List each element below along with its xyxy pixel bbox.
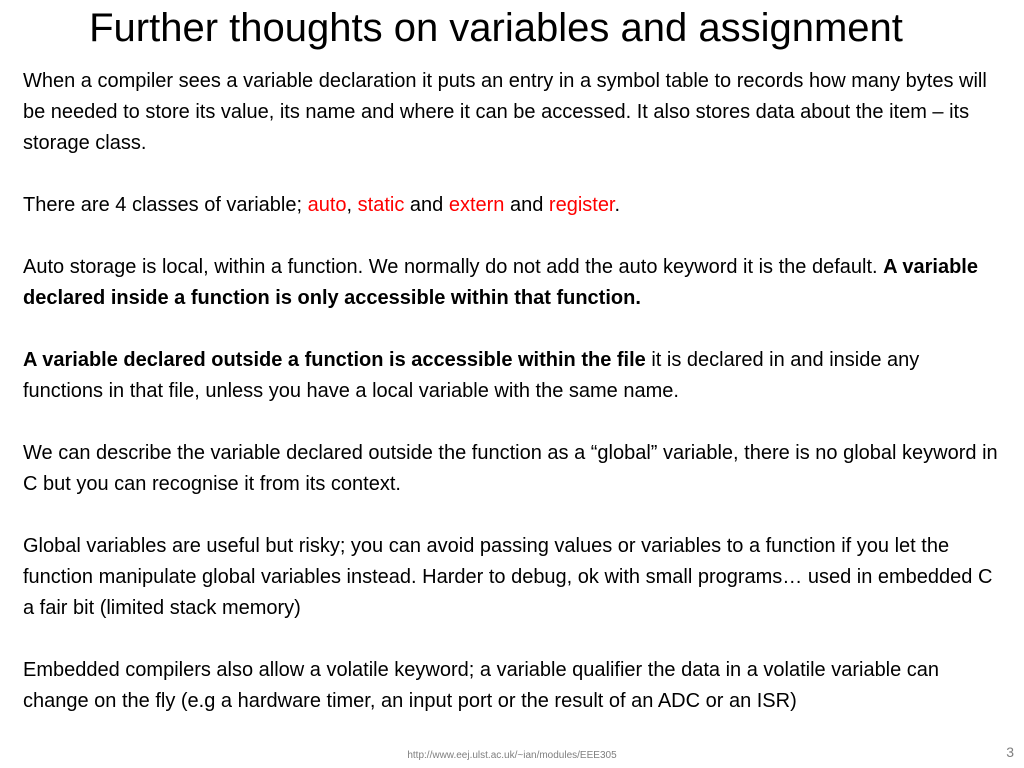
paragraph-file-scope: [23, 345, 998, 407]
keyword-auto: auto: [307, 194, 347, 216]
paragraph-spacer: [23, 314, 998, 345]
slide-title: Further thoughts on variables and assignment: [89, 6, 903, 50]
keyword-static: static: [357, 194, 405, 216]
separator-2: and: [404, 194, 449, 216]
paragraph-spacer: [23, 624, 998, 655]
paragraph-symbol-table: When a compiler sees a variable declaration it puts an entry in a symbol table to records how many bytes will be needed to store its value, its name and where it can be accessed. It also stores data about the item – its storage class.: [23, 70, 987, 154]
storage-classes-end: .: [614, 194, 621, 216]
paragraph-storage-classes: [23, 190, 998, 221]
separator-3: and: [504, 194, 549, 216]
file-scope-emphasis: A variable declared outside a function is accessible within the file: [23, 349, 646, 371]
auto-storage-text: Auto storage is local, within a function. We normally do not add the auto keyword it is the default.: [23, 256, 884, 278]
paragraph-spacer: [23, 159, 998, 190]
paragraph-spacer: [23, 407, 998, 438]
paragraph-spacer: [23, 221, 998, 252]
footer-url: http://www.eej.ulst.ac.uk/~ian/modules/EEE305: [407, 750, 617, 761]
file-scope-text: it is declared in and inside any functions in that file, unless you have a local variable with the same name.: [23, 349, 920, 402]
auto-storage-emphasis: A variable declared inside a function is only accessible within that function.: [23, 256, 978, 309]
keyword-register: register: [548, 194, 615, 216]
paragraph-spacer: [23, 500, 998, 531]
keyword-extern: extern: [448, 194, 505, 216]
paragraph-volatile: Embedded compilers also allow a volatile keyword; a variable qualifier the data in a volatile variable can change on the fly (e.g a hardware timer, an input port or the result of an ADC or an ISR): [23, 659, 940, 712]
paragraph-global-variable: We can describe the variable declared outside the function as a “global” variable, there is no global keyword in C but you can recognise it from its context.: [23, 442, 998, 495]
separator-1: ,: [346, 194, 358, 216]
paragraph-global-risks: Global variables are useful but risky; you can avoid passing values or variables to a function if you let the function manipulate global variables instead. Harder to debug, ok with small programs… used in embedded C a fair bit (limited stack memory): [23, 535, 993, 619]
slide-body: [23, 66, 998, 717]
slide-number: 3: [1006, 744, 1014, 760]
paragraph-auto-storage: [23, 252, 998, 314]
storage-classes-intro: There are 4 classes of variable;: [23, 194, 308, 216]
